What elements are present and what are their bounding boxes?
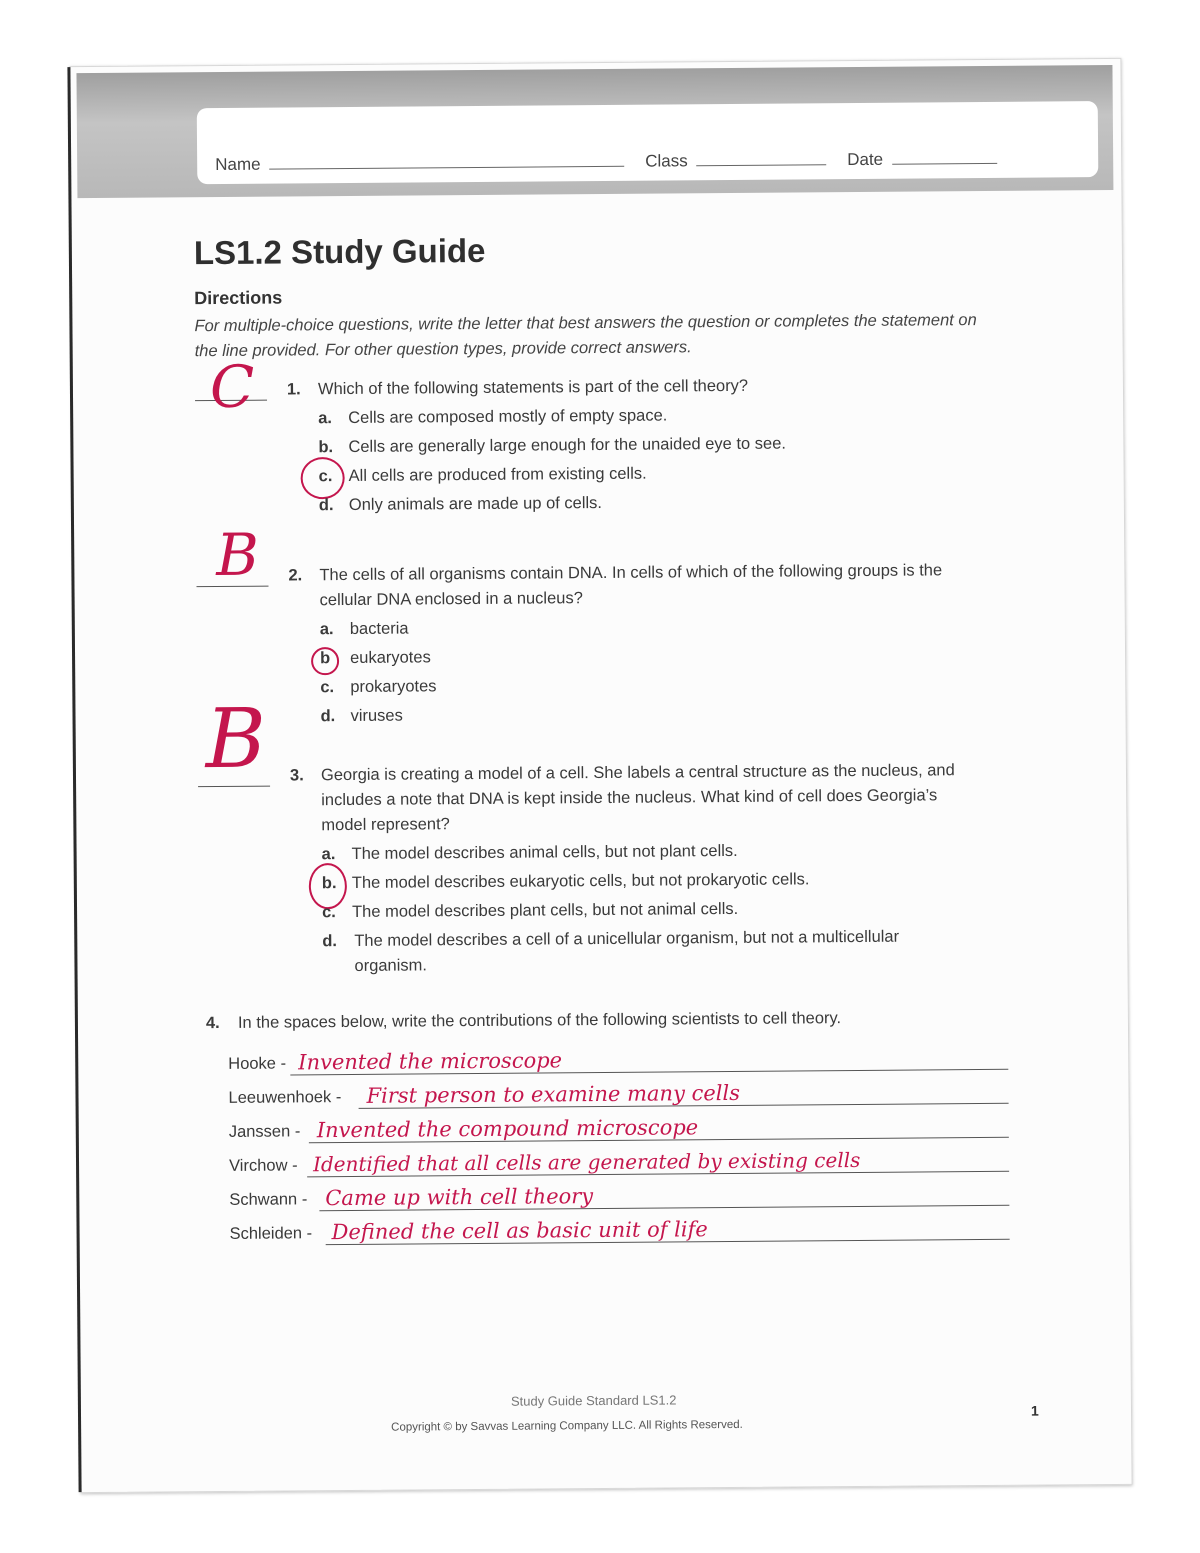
scientist-name: Leeuwenhoek - bbox=[228, 1088, 342, 1107]
option-text: viruses bbox=[350, 706, 403, 725]
option-a bbox=[322, 839, 738, 867]
answer-circle-mark bbox=[311, 647, 339, 675]
footer-title: Study Guide Standard LS1.2 bbox=[510, 1392, 677, 1409]
name-label: Name bbox=[215, 154, 261, 175]
scientist-name: Janssen - bbox=[228, 1122, 301, 1141]
option-text: Only animals are made up of cells. bbox=[348, 493, 603, 514]
handwritten-answer-1: C bbox=[209, 352, 255, 422]
option-text: prokaryotes bbox=[350, 677, 437, 696]
name-line[interactable] bbox=[269, 150, 624, 170]
handwritten-answer-3: B bbox=[205, 691, 267, 788]
question-number: 4. bbox=[205, 1014, 220, 1033]
question-number: 2. bbox=[288, 566, 303, 585]
option-text: bacteria bbox=[349, 619, 409, 638]
option-letter: d. bbox=[320, 707, 336, 726]
scientist-name: Hooke - bbox=[228, 1054, 287, 1073]
handwritten-answer-2: B bbox=[215, 520, 260, 590]
option-text: Cells are generally large enough for the unaided eye to see. bbox=[348, 434, 787, 456]
question-text: Which of the following statements is part of the cell theory? bbox=[317, 376, 749, 399]
page-number: 1 bbox=[1030, 1402, 1039, 1419]
scientist-name: Virchow - bbox=[228, 1156, 298, 1175]
question-text: The cells of all organisms contain DNA. In cells of which of the following groups is the cellular DNA enclosed in a nucleus? bbox=[319, 561, 943, 610]
option-letter: d. bbox=[318, 496, 334, 515]
class-field bbox=[645, 148, 826, 171]
scientist-name: Schleiden - bbox=[229, 1224, 313, 1243]
name-field bbox=[215, 150, 624, 175]
option-c bbox=[320, 674, 436, 700]
footer-copyright: Copyright © by Savvas Learning Company LLC. All Rights Reserved. bbox=[391, 1418, 743, 1434]
option-b bbox=[322, 867, 810, 896]
question-number: 3. bbox=[289, 766, 304, 785]
handwritten-answer: Identified that all cells are generated by existing cells bbox=[312, 1147, 861, 1177]
option-letter: c. bbox=[321, 903, 336, 922]
date-line[interactable] bbox=[892, 147, 997, 165]
handwritten-answer: Came up with cell theory bbox=[325, 1184, 594, 1211]
option-letter: b. bbox=[318, 438, 334, 457]
option-text: The model describes animal cells, but not plant cells. bbox=[351, 841, 738, 863]
scientist-row-schleiden bbox=[229, 1210, 1009, 1246]
option-d bbox=[319, 491, 602, 518]
question-4 bbox=[205, 1005, 1006, 1033]
option-letter: c. bbox=[318, 467, 333, 486]
scientist-row-janssen bbox=[229, 1108, 1009, 1144]
question-number: 1. bbox=[286, 380, 301, 399]
page-title: LS1.2 Study Guide bbox=[193, 231, 486, 272]
date-field bbox=[847, 147, 997, 170]
option-c bbox=[322, 897, 738, 925]
option-letter: a. bbox=[321, 845, 336, 864]
header-band bbox=[76, 65, 1113, 198]
option-letter: d. bbox=[322, 932, 338, 951]
directions-text: For multiple-choice questions, write the letter that best answers the question or completes the statement on the line provided. For other question types, provide correct answers. bbox=[194, 311, 977, 361]
question-text: Georgia is creating a model of a cell. She labels a central structure as the nucleus, and includes a note that DNA is kept inside the nucleus. What kind of cell does Georgia’s model represent? bbox=[320, 761, 955, 835]
option-a bbox=[320, 617, 409, 643]
option-b bbox=[318, 432, 786, 461]
option-text: The model describes eukaryotic cells, but not prokaryotic cells. bbox=[351, 870, 810, 892]
option-letter: b bbox=[319, 649, 331, 668]
option-d bbox=[322, 924, 962, 979]
handwritten-answer: First person to examine many cells bbox=[366, 1080, 741, 1108]
option-a bbox=[318, 403, 667, 431]
option-letter: a. bbox=[319, 620, 334, 639]
scientist-row-virchow bbox=[229, 1142, 1009, 1178]
handwritten-answer: Invented the microscope bbox=[298, 1048, 563, 1075]
date-label: Date bbox=[847, 149, 884, 170]
handwritten-answer: Defined the cell as basic unit of life bbox=[331, 1217, 708, 1245]
option-text: The model describes plant cells, but not animal cells. bbox=[351, 899, 739, 921]
worksheet-page bbox=[69, 58, 1132, 1493]
option-letter: a. bbox=[318, 409, 333, 428]
scientist-row-leeuwenhoek bbox=[228, 1074, 1008, 1110]
option-letter: b. bbox=[321, 874, 337, 893]
handwritten-answer: Invented the compound microscope bbox=[316, 1115, 699, 1143]
option-d bbox=[320, 704, 402, 730]
directions-heading: Directions bbox=[194, 287, 283, 309]
question-text: In the spaces below, write the contributions of the following scientists to cell theory. bbox=[237, 1009, 842, 1032]
class-line[interactable] bbox=[696, 148, 826, 166]
option-c bbox=[319, 462, 647, 490]
option-text: All cells are produced from existing cells. bbox=[348, 464, 647, 485]
option-text: The model describes a cell of a unicellular organism, but not a multicellular organism. bbox=[354, 927, 900, 975]
option-text: Cells are composed mostly of empty space. bbox=[348, 406, 668, 427]
scientist-row-hooke bbox=[228, 1040, 1008, 1076]
scientist-row-schwann bbox=[229, 1176, 1009, 1212]
option-letter: c. bbox=[320, 678, 335, 697]
scientist-name: Schwann - bbox=[229, 1190, 308, 1209]
class-label: Class bbox=[645, 151, 688, 171]
option-text: eukaryotes bbox=[349, 648, 431, 667]
header-box bbox=[197, 101, 1099, 184]
